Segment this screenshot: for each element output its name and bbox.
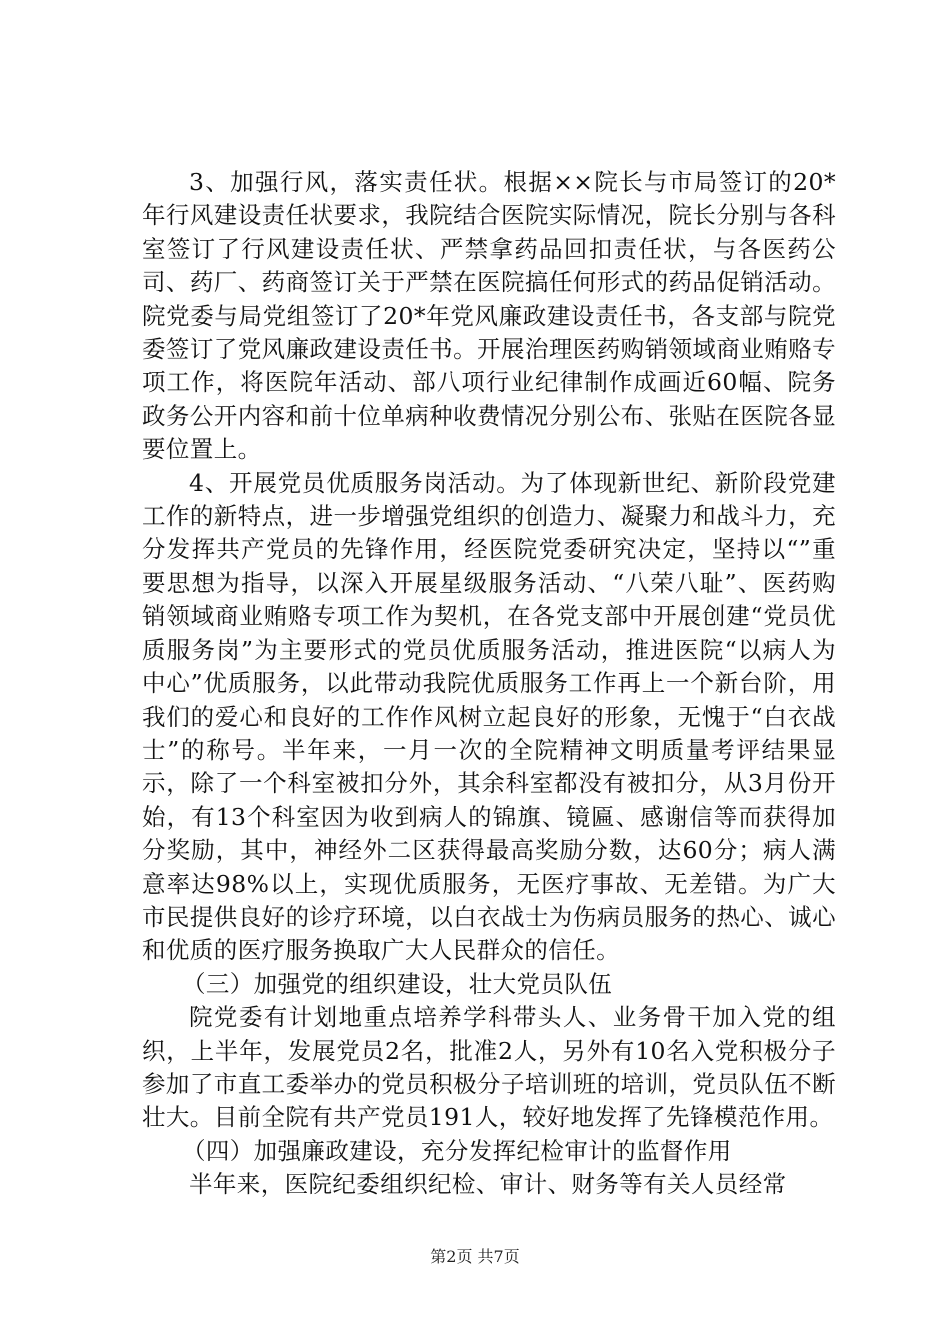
paragraph-party-members: 院党委有计划地重点培养学科带头人、业务骨干加入党的组织，上半年，发展党员2名，批准2人，另外有10名入党积极分子参加了市直工委举办的党员积极分子培训班的培训，党员队伍不断壮大。目前全院有共产党员191人，较好地发挥了先锋模范作用。 — [142, 1003, 836, 1132]
page-number-footer: 第2页 共7页 — [430, 1247, 520, 1266]
paragraph-discipline-audit: 半年来，医院纪委组织纪检、审计、财务等有关人员经常 — [189, 1170, 787, 1199]
document-body — [142, 166, 836, 1202]
section-heading-integrity: （四）加强廉政建设，充分发挥纪检审计的监督作用 — [181, 1136, 732, 1165]
section-heading-organization: （三）加强党的组织建设，壮大党员队伍 — [181, 969, 613, 998]
paragraph-party-service-post: 4、开展党员优质服务岗活动。为了体现新世纪、新阶段党建工作的新特点，进一步增强党组织的创造力、凝聚力和战斗力，充分发挥共产党员的先锋作用，经医院党委研究决定，坚持以“”重要思想为指导，以深入开展星级服务活动、“八荣八耻”、医药购销领域商业贿赂专项工作为契机，在各党支部中开展创建“党员优质服务岗”为主要形式的党员优质服务活动，推进医院“以病人为中心”优质服务，以此带动我院优质服务工作再上一个新台阶，用我们的爱心和良好的工作作风树立起良好的形象，无愧于“白衣战士”的称号。半年来，一月一次的全院精神文明质量考评结果显示，除了一个科室被扣分外，其余科室都没有被扣分，从3月份开始，有13个科室因为收到病人的锦旗、镜匾、感谢信等而获得加分奖励，其中，神经外二区获得最高奖励分数，达60分；病人满意率达98%以上，实现优质服务，无医疗事故、无差错。为广大市民提供良好的诊疗环境，以白衣战士为伤病员服务的热心、诚心和优质的医疗服务换取广大人民群众的信任。 — [142, 468, 836, 965]
paragraph-strengthen-conduct: 3、加强行风，落实责任状。根据××院长与市局签订的20*年行风建设责任状要求，我院结合医院实际情况，院长分别与各科室签订了行风建设责任状、严禁拿药品回扣责任状，与各医药公司、药厂、药商签订关于严禁在医院搞任何形式的药品促销活动。院党委与局党组签订了20*年党风廉政建设责任书，各支部与院党委签订了党风廉政建设责任书。开展治理医药购销领域商业贿赂专项工作，将医院年活动、部八项行业纪律制作成画近60幅、院务政务公开内容和前十位单病种收费情况分别公布、张贴在医院各显要位置上。 — [142, 168, 836, 464]
